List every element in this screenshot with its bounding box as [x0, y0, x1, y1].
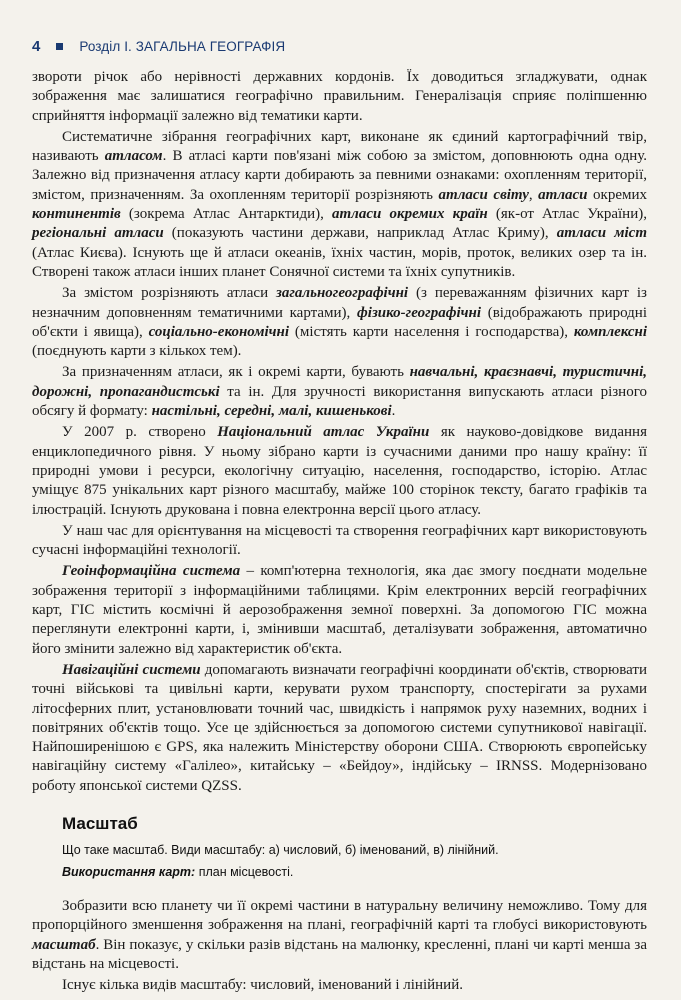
- paragraph-gis: Геоінформаційна система – комп'ютерна технологія, яка дає змогу поєднати модельне зображення території з інформаційними таблицями. Крім електронних версій географічних карт, ГІС містить космічні й аерозображення земної поверхні. За допомогою ГІС можна переглянути електронні карти, і, змінивши масштаб, деталізувати зображення, автоматично його змінити залежно від характеристик об'єкта.: [32, 563, 647, 657]
- section-questions: Що таке масштаб. Види масштабу: а) числовий, б) іменований, в) лінійний.: [62, 843, 499, 857]
- paragraph-technologies: У наш час для орієнтування на місцевості та створення географічних карт використовують сучасні інформаційні технології.: [32, 522, 647, 559]
- page-header: [32, 36, 285, 56]
- term-continents: континентів: [32, 206, 121, 223]
- body-text-top: [32, 68, 647, 796]
- term-navigation-systems: Навігаційні системи: [62, 661, 201, 678]
- paragraph-atlas-purpose: За призначенням атласи, як і окремі карти, бувають навчальні, краєзнавчі, туристичні, дорожні, пропагандистські та ін. Для зручності використання випускають атласи різного обсягу й формату: настільні, середні, малі, кишенькові.: [32, 364, 647, 420]
- term-country-atlases: атласи окремих країн: [332, 206, 488, 223]
- term-purpose-types: навчальні, краєзнавчі, туристичні, дорожні, пропагандистські: [32, 364, 647, 400]
- term-city-atlases: атласи міст: [556, 225, 647, 242]
- paragraph-atlas-content: За змістом розрізняють атласи загальногеографічні (з переважанням фізичних карт із незначним доповненням тематичними картами), фізико-географічні (відображають природні об'єкти і явища), соціально-економічні (містять карти населення і господарства), комплексні (поєднують карти з кількох тем).: [32, 285, 647, 360]
- term-atlas: атласом: [104, 148, 163, 165]
- square-bullet-icon: [56, 43, 63, 50]
- body-text-scale: [32, 897, 647, 995]
- paragraph-navigation: Навігаційні системи допомагають визначати географічні координати об'єктів, створювати точні військові та цивільні карти, керувати рухом транспорту, спостерігати за рухами літосферних плит, установлювати точний час, швидкість і напрямок руху наземних, водних і повітряних об'єктів тощо. Усе це здійснюється за допомогою системи супутникової навігації. Найпоширенішою є GPS, яка належить Міністерству оборони США. Створюють європейську навігаційну систему «Галілео», китайську – «Бейдоу», індійську – IRNSS. Модернізовано роботу японської системи QZSS.: [32, 661, 648, 794]
- chapter-title: Розділ І. ЗАГАЛЬНА ГЕОГРАФІЯ: [79, 38, 286, 54]
- page-number: 4: [32, 37, 41, 55]
- term-scale: масштаб: [32, 936, 96, 953]
- term-physical-geographic: фізико-географічні: [357, 304, 481, 321]
- term-format-types: настільні, середні, малі, кишенькові: [151, 403, 392, 420]
- term-world-atlases: атласи світу: [438, 186, 529, 203]
- term-regional-atlases: регіональні атласи: [32, 225, 164, 242]
- usage-label: Використання карт:: [62, 865, 196, 879]
- term-atlases: атласи: [538, 186, 588, 203]
- term-complex: комплексні: [573, 323, 647, 340]
- paragraph-national-atlas: У 2007 р. створено Національний атлас України як науково-довідкове видання енциклопедичного рівня. У ньому зібрано карти із сучасними даними про нашу країну: її природні умови і ресурси, екологічну ситуацію, населення, господарство, історію. Атлас уміщує 875 унікальних карт різного масштабу, майже 100 сторінок тексту, багато графіків та ілюстрацій. Існують друкована і повна електронна версії цього атласу.: [32, 424, 647, 518]
- section-title-scale: Масштаб: [62, 814, 138, 833]
- term-general-geographic: загальногеографічні: [276, 285, 409, 302]
- section-usage: Використання карт: план місцевості.: [62, 865, 294, 879]
- term-national-atlas: Національний атлас України: [217, 424, 430, 441]
- paragraph-scale-types: Існує кілька видів масштабу: числовий, іменований і лінійний.: [62, 977, 463, 994]
- term-gis: Геоінформаційна система: [62, 563, 241, 580]
- term-socio-economic: соціально-економічні: [148, 323, 290, 340]
- paragraph-generalization: звороти річок або нерівності державних кордонів. Їх доводиться згладжувати, однак зображення має залишатися географічно правильним. Генералізація сприяє поліпшенню сприйняття інформації залежно від тематики карти.: [32, 69, 647, 124]
- paragraph-scale-definition: Зобразити всю планету чи її окремі частини в натуральну величину неможливо. Тому для пропорційного зменшення зображення на плані, географічній карті та глобусі використовують масштаб. Він показує, у скільки разів відстань на малюнку, кресленні, плані чи карті менша за відстань на місцевості.: [32, 898, 647, 972]
- paragraph-atlas-definition: Систематичне зібрання географічних карт, виконане як єдиний картографічний твір, називають атласом. В атласі карти пов'язані між собою за змістом, доповнюють одна одну. Залежно від призначення атласу карти добирають за певними ознаками: охопленням території, змістом, призначенням. За охопленням території розрізняють атласи світу, атласи окремих континентів (зокрема Атлас Антарктиди), атласи окремих країн (як-от Атлас України), регіональні атласи (показують частини держави, наприклад Атлас Криму), атласи міст (Атлас Києва). Існують ще й атласи океанів, їхніх частин, морів, проток, великих озер та ін. Створені також атласи інших планет Сонячної системи та їхніх супутників.: [32, 128, 648, 280]
